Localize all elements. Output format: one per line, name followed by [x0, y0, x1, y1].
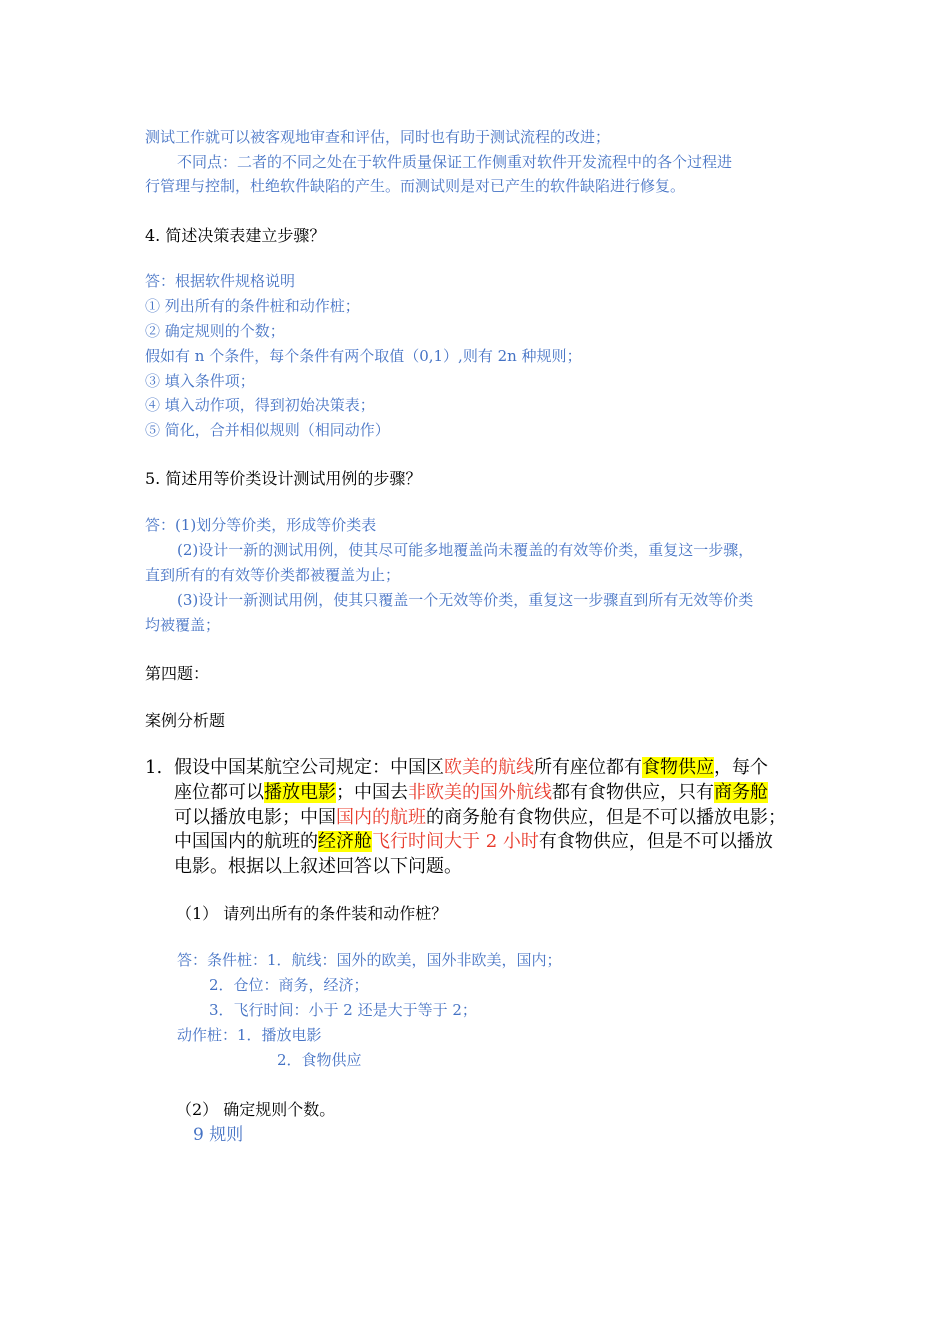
yellow-highlight: 播放电影: [264, 782, 336, 803]
answer-4-line: 假如有 n 个条件，每个条件有两个取值（0,1）,则有 2n 种规则；: [145, 347, 582, 365]
text-run: 可以播放电影；中国: [174, 807, 336, 828]
answer-4-line: ③ 填入条件项；: [145, 372, 255, 390]
question-5: 5. 简述用等价类设计测试用例的步骤？: [145, 469, 422, 488]
red-emphasis: 飞行时间大于 2 小时: [372, 831, 539, 852]
text-run: 有食物供应，但是不可以播放: [538, 831, 773, 852]
answer-5-line: 答：(1)划分等价类，形成等价类表: [145, 516, 377, 534]
question-4: 4. 简述决策表建立步骤？: [145, 226, 326, 245]
section-subheading: 案例分析题: [145, 711, 226, 730]
case-line: [174, 782, 768, 804]
answer-4-line: ② 确定规则的个数；: [145, 322, 285, 340]
yellow-highlight: 食物供应: [642, 757, 714, 778]
paragraph-line: 行管理与控制，杜绝软件缺陷的产生。而测试则是对已产生的软件缺陷进行修复。: [145, 177, 686, 195]
text-run: ，每个: [714, 757, 768, 778]
case-number: 1.: [145, 757, 163, 778]
answer-4-line: ④ 填入动作项，得到初始决策表；: [145, 396, 375, 414]
sub-answer-1-line: 2．食物供应: [277, 1051, 362, 1069]
sub-answer-1-line: 2．仓位：商务，经济；: [209, 976, 369, 994]
answer-4-line: ⑤ 简化，合并相似规则（相同动作）: [145, 421, 390, 439]
section-heading: 第四题：: [145, 664, 210, 683]
sub-answer-1-line: 动作桩：1．播放电影: [177, 1026, 322, 1044]
answer-4-line: ① 列出所有的条件桩和动作桩；: [145, 297, 360, 315]
yellow-highlight: 商务舱: [714, 782, 768, 803]
text-run: 的商务舱有食物供应，但是不可以播放电影；: [426, 807, 786, 828]
text-run: ；中国去: [336, 782, 408, 803]
case-line: [174, 807, 786, 829]
sub-question-2: （2） 确定规则个数。: [176, 1100, 336, 1119]
answer-5-line: 均被覆盖；: [145, 616, 221, 634]
sub-answer-2: 9 规则: [193, 1125, 244, 1145]
red-emphasis: 国内的航班: [336, 807, 426, 828]
answer-5-line: (2)设计一新的测试用例，使其尽可能多地覆盖尚未覆盖的有效等价类，重复这一步骤，: [177, 541, 754, 559]
sub-answer-1-line: 3．飞行时间：小于 2 还是大于等于 2；: [209, 1001, 477, 1019]
text-run: 都有食物供应，只有: [552, 782, 714, 803]
red-emphasis: 欧美的航线: [444, 757, 534, 778]
case-line: [174, 757, 768, 779]
paragraph-line: 测试工作就可以被客观地审查和评估，同时也有助于测试流程的改进；: [145, 128, 611, 146]
case-line: 电影。根据以上叙述回答以下问题。: [174, 856, 462, 877]
text-run: 假设中国某航空公司规定：中国区: [174, 757, 444, 778]
answer-5-line: (3)设计一新测试用例，使其只覆盖一个无效等价类，重复这一步骤直到所有无效等价类: [177, 591, 754, 609]
yellow-highlight: 经济舱: [318, 831, 372, 852]
text-run: 所有座位都有: [534, 757, 642, 778]
answer-5-line: 直到所有的有效等价类都被覆盖为止；: [145, 566, 401, 584]
text-run: 座位都可以: [174, 782, 264, 803]
text-run: 中国国内的航班的: [174, 831, 318, 852]
answer-4-line: 答：根据软件规格说明: [145, 272, 296, 290]
sub-answer-1-line: 答：条件桩：1．航线：国外的欧美，国外非欧美，国内；: [177, 951, 562, 969]
case-line: [174, 831, 773, 853]
red-emphasis: 非欧美的国外航线: [408, 782, 552, 803]
sub-question-1: （1） 请列出所有的条件装和动作桩？: [176, 904, 448, 923]
paragraph-line: 不同点：二者的不同之处在于软件质量保证工作侧重对软件开发流程中的各个过程进: [177, 153, 733, 171]
